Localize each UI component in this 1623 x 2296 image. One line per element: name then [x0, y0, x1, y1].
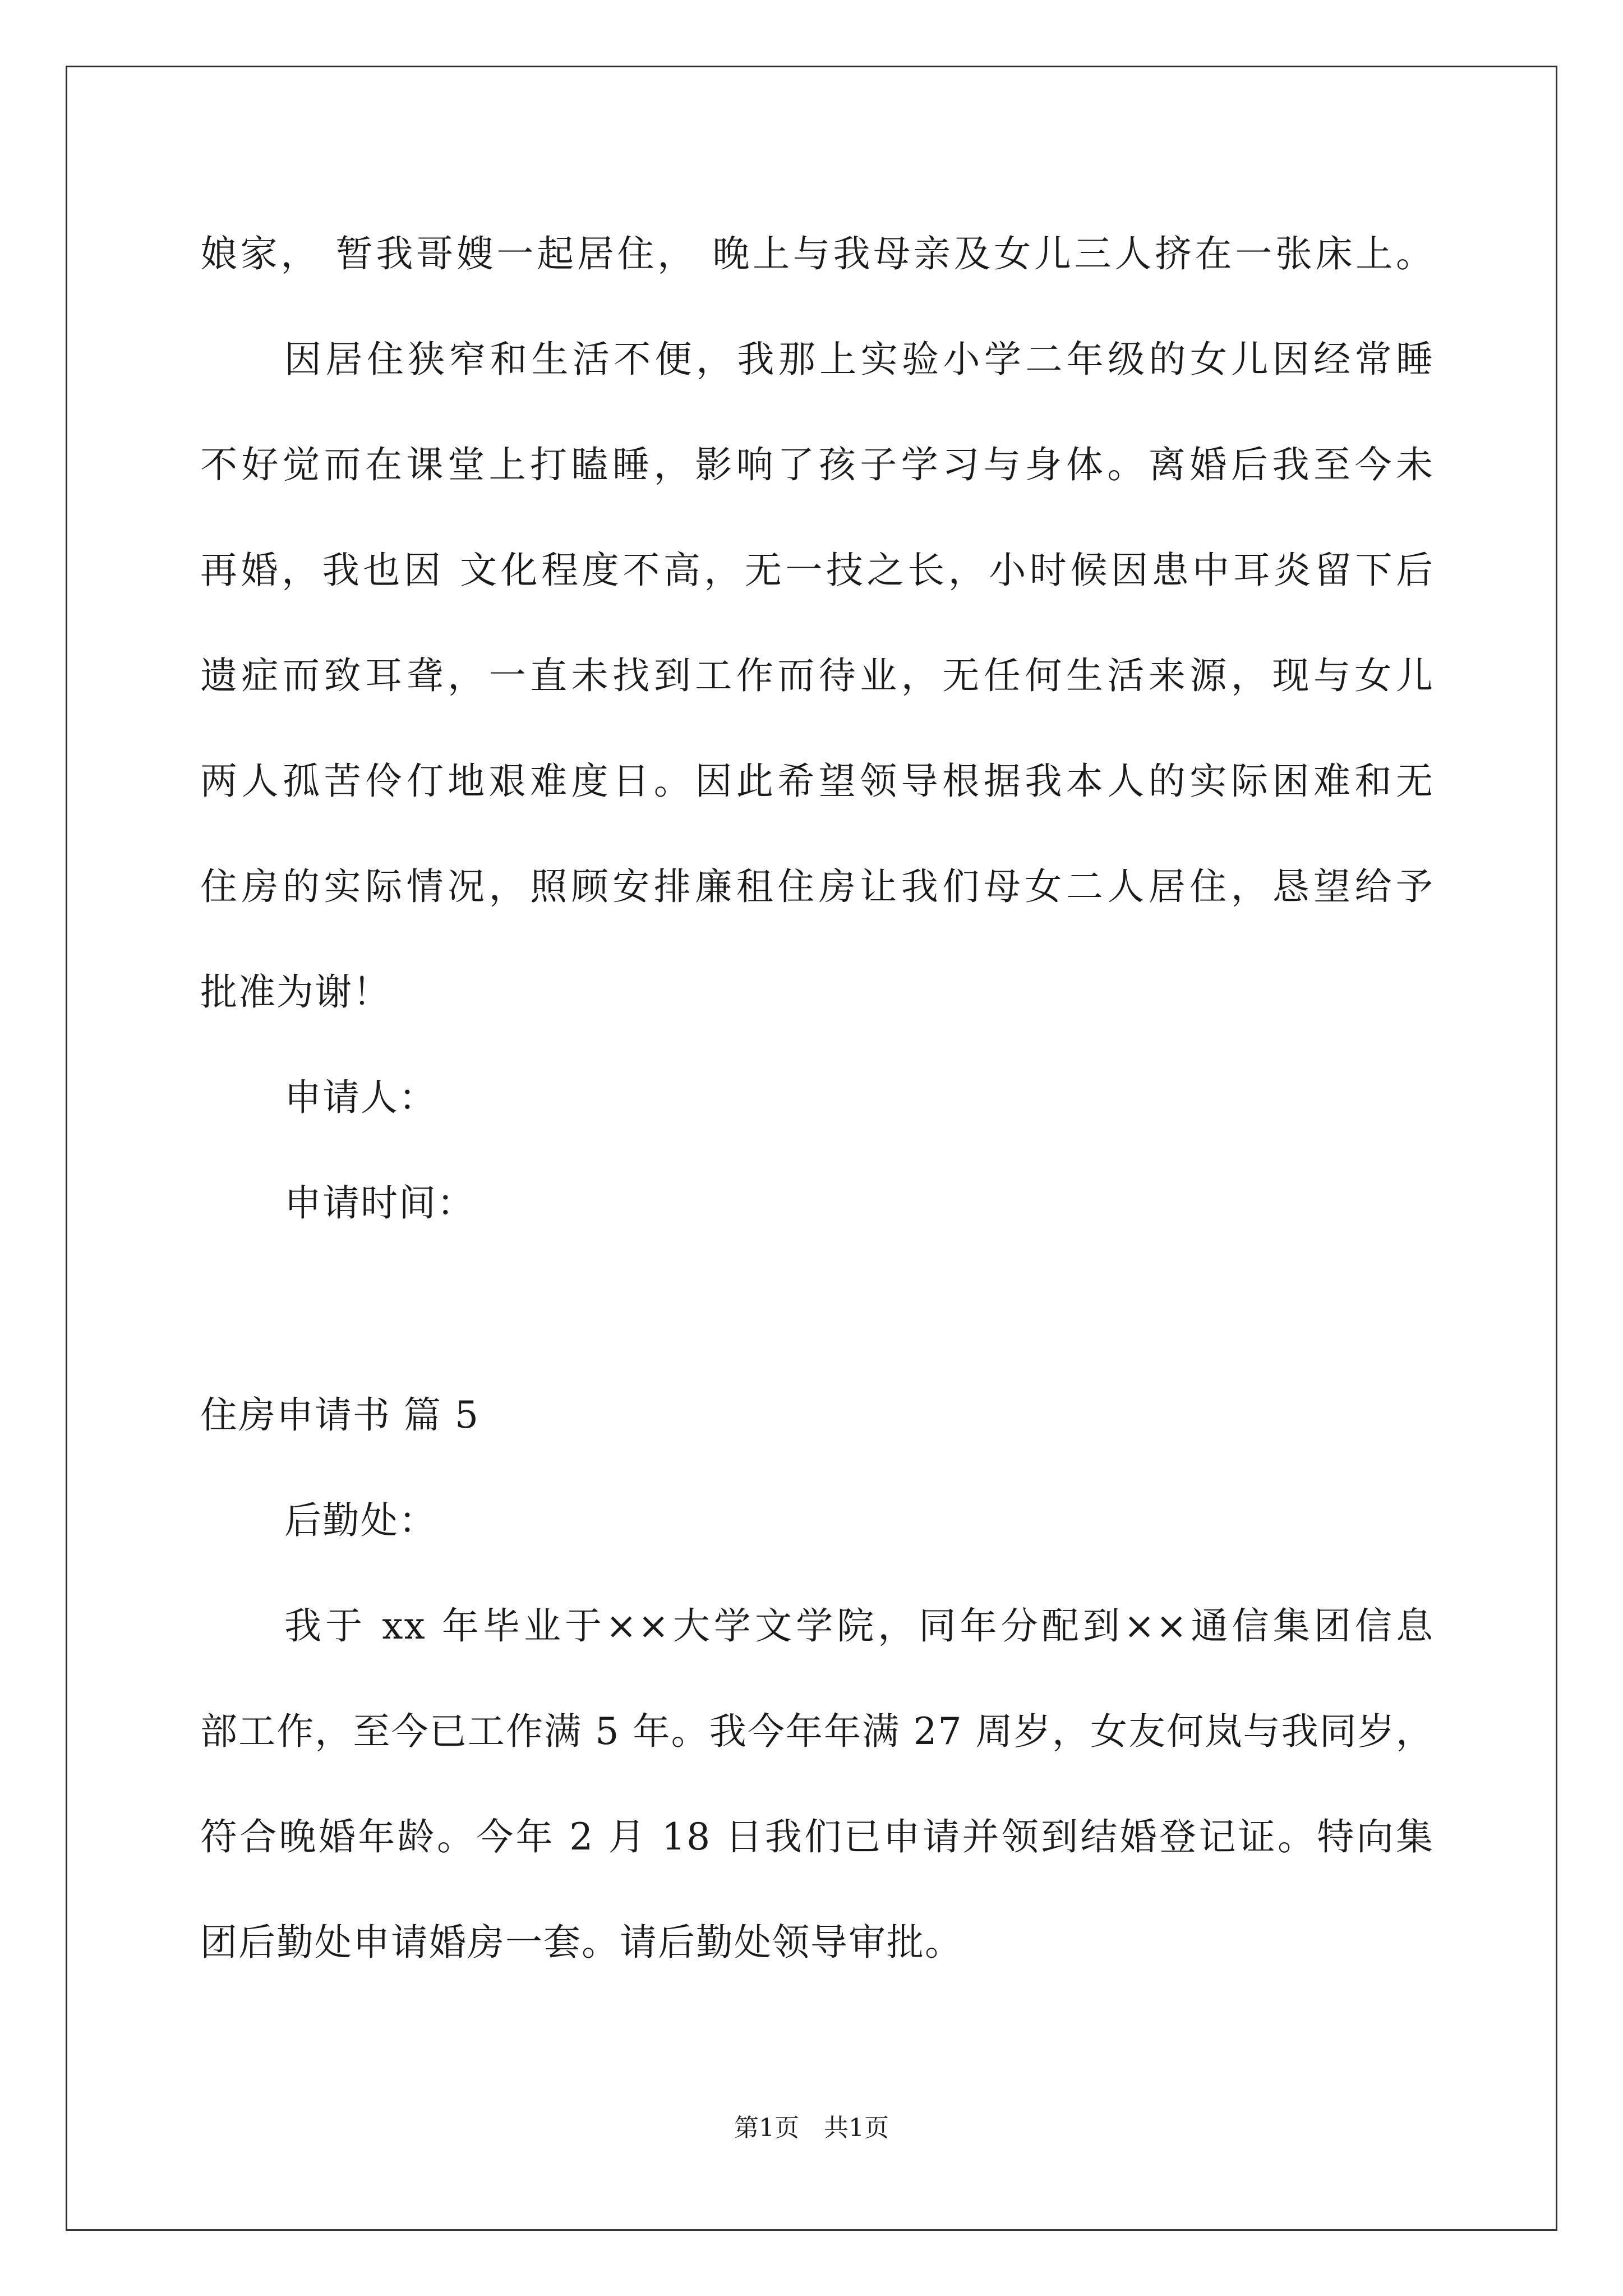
text-line-7: 住房的实际情况，照顾安排廉租住房让我们母女二人居住，恳望给予: [200, 865, 1434, 908]
addressee: 后勤处：: [284, 1499, 437, 1542]
text-line-15: 符合晚婚年龄。今年 2 月 18 日我们已申请并领到结婚登记证。特向集: [200, 1815, 1434, 1858]
text-line-16: 团后勤处申请婚房一套。请后勤处领导审批。: [200, 1921, 963, 1964]
text-line-14: 部工作，至今已工作满 5 年。我今年年满 27 周岁，女友何岚与我同岁，: [200, 1710, 1434, 1753]
page-border: [66, 66, 1557, 2231]
text-line-6: 两人孤苦伶仃地艰难度日。因此希望领导根据我本人的实际困难和无: [200, 760, 1434, 803]
section-heading: 住房申请书 篇 5: [200, 1393, 479, 1437]
text-line-2: 因居住狭窄和生活不便，我那上实验小学二年级的女儿因经常睡: [284, 338, 1434, 381]
text-line-8: 批准为谢！: [200, 970, 391, 1014]
text-line-1: 娘家， 暂我哥嫂一起居住， 晚上与我母亲及女儿三人挤在一张床上。: [200, 232, 1434, 275]
applicant-label: 申请人：: [284, 1076, 437, 1119]
text-line-4: 再婚，我也因 文化程度不高，无一技之长，小时候因患中耳炎留下后: [200, 549, 1434, 592]
page-footer: 第1页 共1页: [734, 2114, 889, 2142]
text-line-13: 我于 xx 年毕业于××大学文学院，同年分配到××通信集团信息: [284, 1604, 1434, 1648]
text-line-3: 不好觉而在课堂上打瞌睡，影响了孩子学习与身体。离婚后我至今未: [200, 443, 1434, 486]
text-line-5: 遗症而致耳聋，一直未找到工作而待业，无任何生活来源，现与女儿: [200, 654, 1434, 697]
application-date-label: 申请时间：: [284, 1181, 475, 1225]
